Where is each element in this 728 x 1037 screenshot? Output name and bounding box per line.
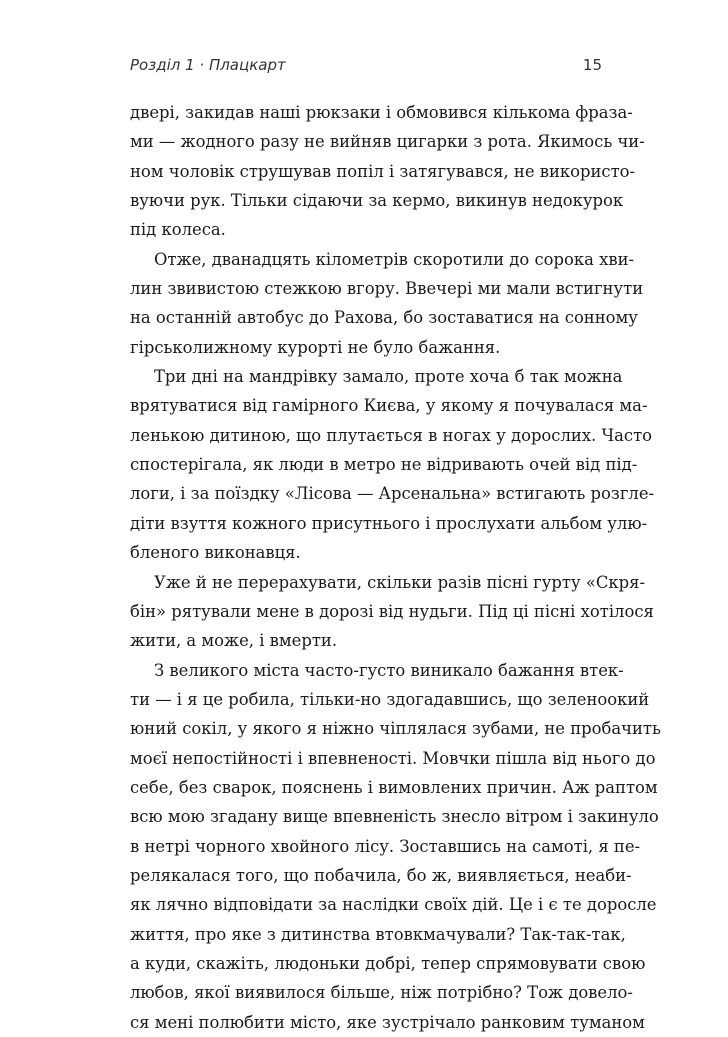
text-line: любов, якої виявилося більше, ніж потрібно? Тож довело- bbox=[130, 983, 633, 1003]
text-line: ми — жодного разу не вийняв цигарки з рота. Якимось чи- bbox=[130, 132, 645, 152]
text-line: спостерігала, як люди в метро не відривають очей від під- bbox=[130, 455, 638, 475]
text-line: логи, і за поїздку «Лісова — Арсенальна» встигають розгле- bbox=[130, 484, 655, 504]
text-line: як лячно відповідати за наслідки своїх дій. Це і є те доросле bbox=[130, 895, 657, 915]
text-line: бленого виконавця. bbox=[130, 543, 301, 563]
text-line: Три дні на мандрівку замало, проте хоча б так можна bbox=[154, 367, 623, 387]
text-line: життя, про яке з дитинства втовкмачували? Так-так-так, bbox=[130, 924, 626, 944]
text-line: на останній автобус до Рахова, бо зоставатися на сонному bbox=[130, 308, 638, 328]
text-line: ном чоловік струшував попіл і затягувався, не використо- bbox=[130, 161, 636, 181]
text-line: моєї непостійності і впевненості. Мовчки пішла від нього до bbox=[130, 748, 656, 768]
text-line: юний сокіл, у якого я ніжно чіплялася зубами, не пробачить bbox=[130, 719, 661, 739]
running-head bbox=[130, 56, 602, 80]
text-line: а куди, скажіть, людоньки добрі, тепер спрямовувати свою bbox=[130, 953, 646, 973]
text-line: гірськолижному курорті не було бажання. bbox=[130, 337, 501, 357]
text-line: ся мені полюбити місто, яке зустрічало ранковим туманом bbox=[130, 1012, 645, 1032]
text-line: себе, без сварок, пояснень і вимовлених причин. Аж раптом bbox=[130, 777, 658, 797]
text-line: в нетрі чорного хвойного лісу. Зоставшись на самоті, я пе- bbox=[130, 836, 641, 856]
text-line: вуючи рук. Тільки сідаючи за кермо, викинув недокурок bbox=[130, 191, 624, 211]
text-line: під колеса. bbox=[130, 220, 226, 240]
text-line: Уже й не перерахувати, скільки разів пісні гурту «Скря- bbox=[154, 572, 645, 592]
text-line: бін» рятували мене в дорозі від нудьги. Під ці пісні хотілося bbox=[130, 601, 654, 621]
text-line: врятуватися від гамірного Києва, у якому я почувалася ма- bbox=[130, 396, 648, 416]
text-line: ти — і я це робила, тільки-но здогадавшись, що зеленоокий bbox=[130, 689, 650, 709]
text-line: двері, закидав наші рюкзаки і обмовився кількома фраза- bbox=[130, 103, 633, 122]
text-line: З великого міста часто-густо виникало бажання втек- bbox=[154, 660, 624, 680]
page-number: 15 bbox=[582, 56, 602, 74]
text-line: діти взуття кожного присутнього і прослухати альбом улю- bbox=[130, 513, 648, 533]
body-text bbox=[130, 98, 661, 1037]
text-line: всю мою згадану вище впевненість знесло вітром і закинуло bbox=[130, 807, 659, 827]
text-line: Отже, дванадцять кілометрів скоротили до сорока хви- bbox=[154, 249, 635, 269]
text-line: жити, а може, і вмерти. bbox=[130, 631, 338, 651]
chapter-title: Розділ 1 · Плацкарт bbox=[130, 56, 286, 74]
text-line: лин звивистою стежкою вгору. Ввечері ми мали встигнути bbox=[130, 279, 644, 299]
text-line: ленькою дитиною, що плутається в ногах у дорослих. Часто bbox=[130, 425, 653, 445]
text-line: релякалася того, що побачила, бо ж, виявляється, неаби- bbox=[130, 865, 632, 885]
